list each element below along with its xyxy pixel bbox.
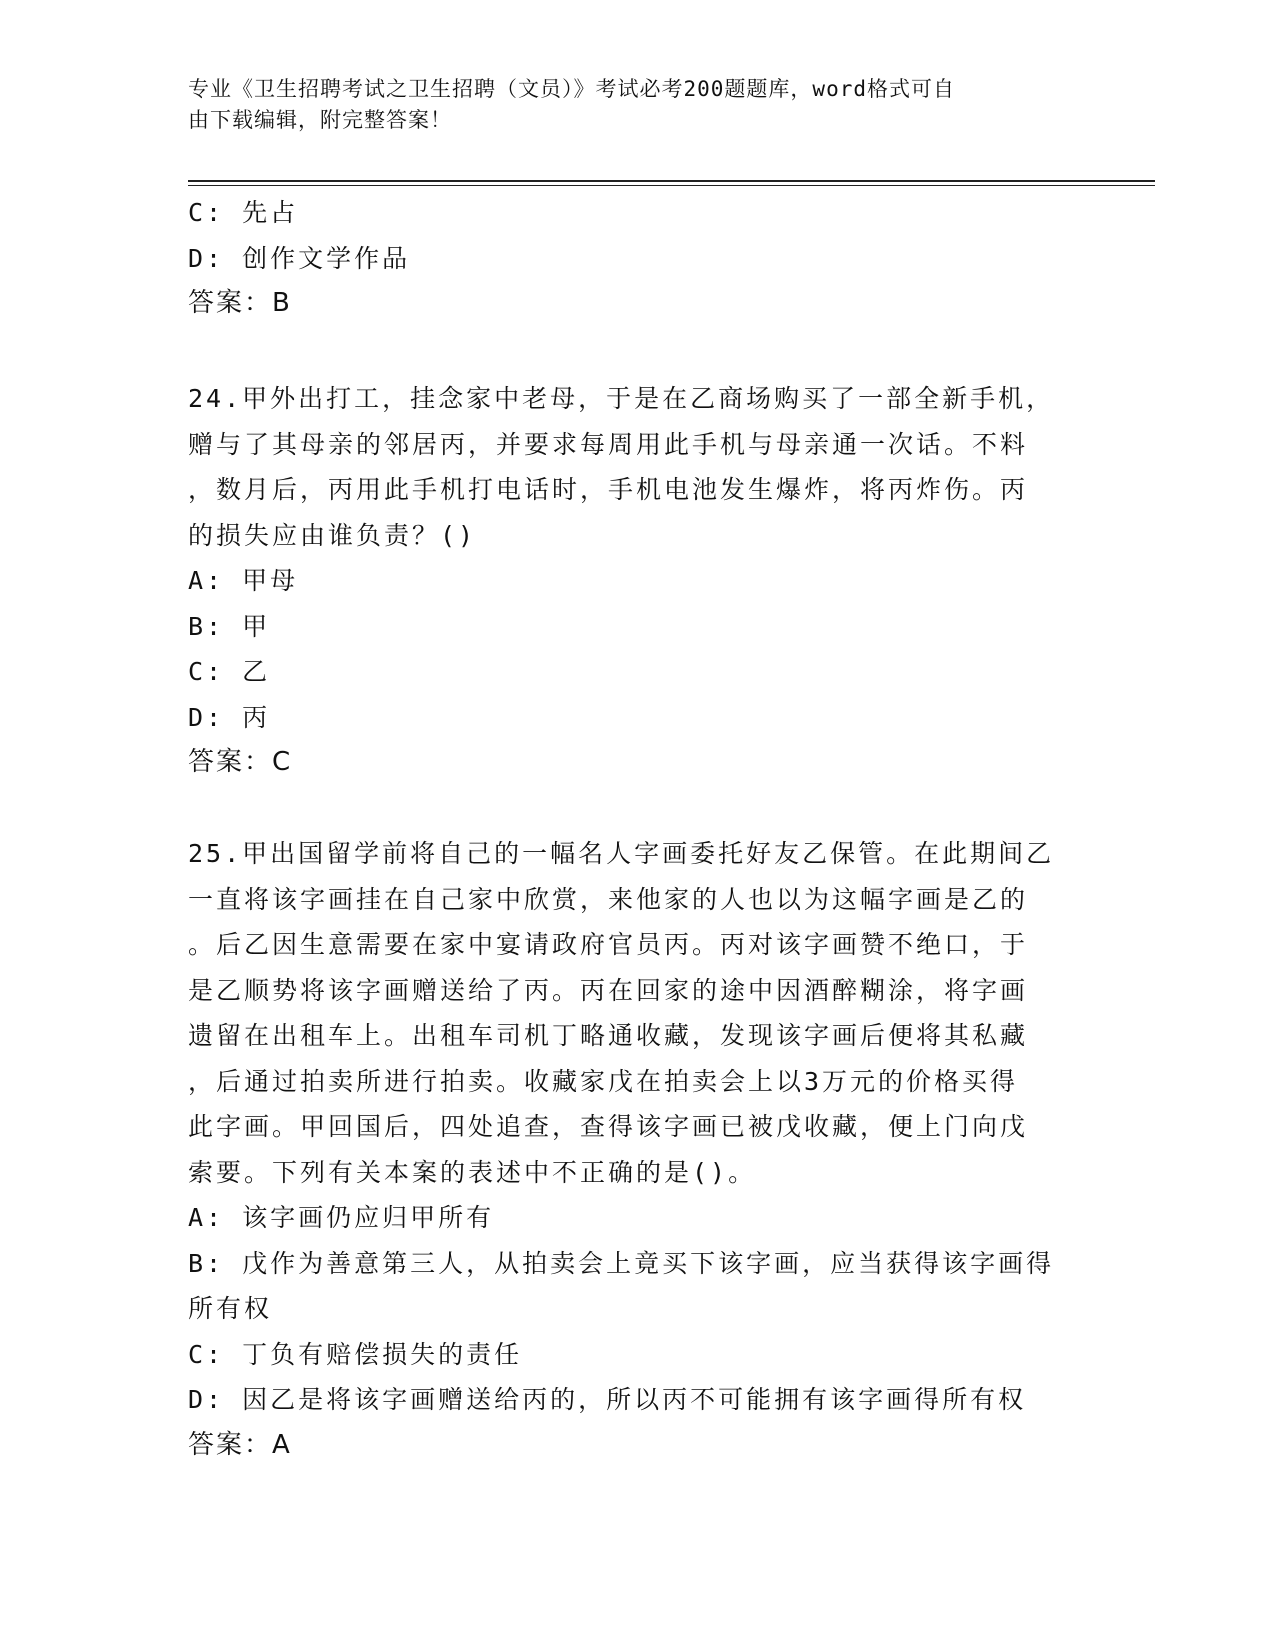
header-divider-thin bbox=[188, 185, 1155, 186]
question-stem-line: 此字画。甲回国后，四处追查，查得该字画已被戊收藏，便上门向戊 bbox=[188, 1112, 1029, 1141]
option-d: D: 创作文学作品 bbox=[188, 243, 411, 273]
previous-question-tail bbox=[188, 190, 1088, 327]
header-line-2: 由下载编辑，附完整答案！ bbox=[188, 108, 452, 132]
option-a: A: 甲母 bbox=[188, 566, 299, 595]
question-stem-line: 一直将该字画挂在自己家中欣赏，来他家的人也以为这幅字画是乙的 bbox=[188, 884, 1029, 914]
option-b: B: 戊作为善意第三人，从拍卖会上竟买下该字画，应当获得该字画得 bbox=[188, 1248, 1055, 1278]
option-c: C: 丁负有赔偿损失的责任 bbox=[188, 1339, 523, 1369]
option-b: B: 甲 bbox=[188, 611, 271, 641]
header-divider-thick bbox=[188, 180, 1155, 182]
option-a: A: 该字画仍应归甲所有 bbox=[188, 1203, 495, 1232]
question-stem-line: ，数月后，丙用此手机打电话时，手机电池发生爆炸，将丙炸伤。丙 bbox=[188, 475, 1029, 504]
answer-line: 答案：B bbox=[188, 288, 292, 318]
option-c: C: 乙 bbox=[188, 657, 271, 686]
question-stem-line: 25.甲出国留学前将自己的一幅名人字画委托好友乙保管。在此期间乙 bbox=[188, 839, 1055, 868]
question-stem-line: 遗留在出租车上。出租车司机丁略通收藏，发现该字画后便将其私藏 bbox=[188, 1021, 1029, 1050]
question-stem-line: 索要。下列有关本案的表述中不正确的是()。 bbox=[188, 1157, 757, 1187]
header-line-1: 专业《卫生招聘考试之卫生招聘（文员）》考试必考200题题库，word格式可自 bbox=[188, 77, 955, 101]
question-25 bbox=[188, 831, 1088, 1468]
question-24 bbox=[188, 376, 1088, 786]
answer-line: 答案：C bbox=[188, 747, 293, 777]
option-c: C: 先占 bbox=[188, 198, 299, 227]
question-stem-line: ，后通过拍卖所进行拍卖。收藏家戊在拍卖会上以3万元的价格买得 bbox=[188, 1066, 1019, 1096]
question-stem-line: 赠与了其母亲的邻居丙，并要求每周用此手机与母亲通一次话。不料 bbox=[188, 429, 1029, 459]
option-b-continued: 所有权 bbox=[188, 1294, 273, 1323]
question-stem-line: 24.甲外出打工，挂念家中老母，于是在乙商场购买了一部全新手机， bbox=[188, 384, 1055, 413]
question-stem-line: 。后乙因生意需要在家中宴请政府官员丙。丙对该字画赞不绝口，于 bbox=[188, 930, 1029, 959]
question-stem-line: 的损失应由谁负责？() bbox=[188, 520, 477, 550]
option-d: D: 因乙是将该字画赠送给丙的，所以丙不可能拥有该字画得所有权 bbox=[188, 1385, 1027, 1414]
answer-line: 答案：A bbox=[188, 1429, 292, 1460]
option-d: D: 丙 bbox=[188, 702, 271, 732]
page-header bbox=[188, 74, 1068, 136]
question-stem-line: 是乙顺势将该字画赠送给了丙。丙在回家的途中因酒醉糊涂，将字画 bbox=[188, 975, 1029, 1005]
